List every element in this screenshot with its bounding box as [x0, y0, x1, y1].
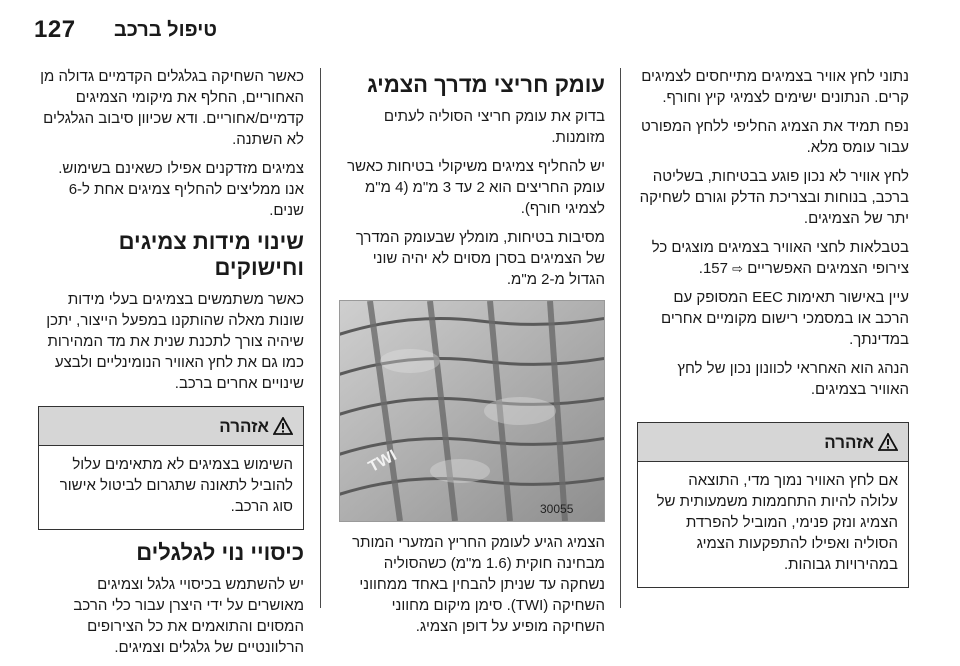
wheel-covers-heading: כיסויי נוי לגלגלים [136, 540, 304, 565]
replace-tires-paragraph: יש להחליף צמיגים משיקולי בטיחות כאשר עומק החריצים הוא 2 עד 3 מ"מ (4 מ"מ לצמיגי חורף). [347, 158, 605, 217]
warning-text: השימוש בצמיגים לא מתאימים עלול להוביל לתאונה שתגרום לביטול אישור סוג הרכב. [59, 456, 293, 515]
warning-box-unsuitable-tires [38, 406, 304, 530]
cold-tire-paragraph: נתוני לחץ אוויר בצמיגים מתייחסים לצמיגים קרים. הנתונים ישימים לצמיגי קיץ וחורף. [641, 68, 909, 106]
left-column [38, 66, 304, 666]
warning-title: אזהרה [219, 416, 269, 436]
pressure-table-paragraph: בטבלאות לחצי האוויר בצמיגים מוצגים כל צירופי הצמיגים האפשריים ⇨ 157. [651, 239, 909, 277]
warning-header [638, 423, 908, 462]
min-tread-depth-paragraph: הצמיג הגיע לעומק החריץ המזערי המותר מבחינה חוקית (1.6 מ"מ) כשהסוליה נשחקה עד שניתן להבחין באחד ממחווני השחיקה (TWI). סימן מיקום מחווני השחיקה מופיע על דופן הצמיג. [352, 534, 605, 635]
right-column [637, 66, 909, 598]
page-reference-arrow-icon: ⇨ [732, 261, 744, 276]
check-tread-paragraph: בדוק את עומק חריצי הסוליה לעתים מזומנות. [383, 108, 605, 146]
warning-header [39, 407, 303, 446]
spare-tire-paragraph: נפח תמיד את הצמיג החליפי ללחץ המפורט עבור עומס מלא. [641, 118, 909, 156]
axle-difference-paragraph: מסיבות בטיחות, מומלץ שבעומק המדרך של הצמיגים בסרן מסוים לא יהיה שוני הגדול מ-2 מ"מ. [355, 229, 605, 288]
driver-responsibility-paragraph: הנהג הוא האחראי לכוונון נכון של לחץ האוויר בצמיגים. [677, 360, 909, 398]
warning-triangle-icon [273, 417, 293, 435]
tire-tread-figure [339, 300, 605, 522]
warning-triangle-icon [878, 433, 898, 451]
page-header [34, 16, 914, 50]
eec-certificate-paragraph: עיין באישור תאימות EEC המסופק עם הרכב או במסמכי רישום מקומיים אחרים במדינתך. [661, 289, 909, 348]
wheel-covers-text: יש להשתמש בכיסויי גלגל וצמיגים מאושרים על ידי היצרן עבור כלי הרכב המסוים והתואמים את כל הצירופים הרלוונטיים של גלגלים וצמיגים. [73, 576, 304, 656]
warning-box-low-pressure [637, 422, 909, 588]
page-reference-link[interactable]: 157 [702, 260, 728, 277]
tire-aging-paragraph: צמיגים מזדקנים אפילו כשאינם בשימוש. אנו ממליצים להחליף צמיגים אחת ל-6 שנים. [58, 160, 304, 219]
pressure-table-text: בטבלאות לחצי האוויר בצמיגים מוצגים כל צירופי הצמיגים האפשריים [651, 239, 909, 277]
tire-size-change-heading: שינוי מידות צמיגים וחישוקים [118, 229, 304, 280]
tire-tread-illustration [340, 301, 604, 521]
tire-size-change-text: כאשר משתמשים בצמיגים בעלי מידות שונות מאלה שהותקנו במפעל הייצור, יתכן שיהיה צורך לתכנת שנית את מד המהירות כמו גם את לחץ האוויר הנומינליים ולבצע שינויים אחרים ברכב. [46, 291, 304, 392]
column-divider [320, 68, 321, 608]
page-number: 127 [34, 16, 76, 43]
column-divider [620, 68, 621, 608]
warning-text: אם לחץ האוויר נמוך מדי, התוצאה עלולה להיות התחממות משמעותית של הצמיג ונזק פנימי, המוביל להפרדת הסוליה ואפילו להתפקעות הצמיג במהירויות גבוהות. [656, 472, 898, 573]
middle-column [337, 66, 605, 645]
warning-title: אזהרה [824, 432, 874, 452]
chapter-title: טיפול ברכב [114, 19, 218, 41]
figure-number: 30055 [540, 502, 574, 516]
twi-marking: TWI [365, 447, 400, 476]
wrong-pressure-paragraph: לחץ אוויר לא נכון פוגע בבטיחות, בשליטה ברכב, בנוחות ובצריכת הדלק וגורם לשחיקה יתר של הצמיגים. [639, 168, 909, 227]
tread-depth-heading: עומק חריצי מדרך הצמיג [367, 72, 605, 97]
rotation-paragraph: כאשר השחיקה בגלגלים הקדמיים גדולה מן האחוריים, החלף את מיקומי הצמיגים קדמיים/אחוריים. ודא שכיוון סיבוב הגלגלים לא השתנה. [40, 68, 304, 148]
